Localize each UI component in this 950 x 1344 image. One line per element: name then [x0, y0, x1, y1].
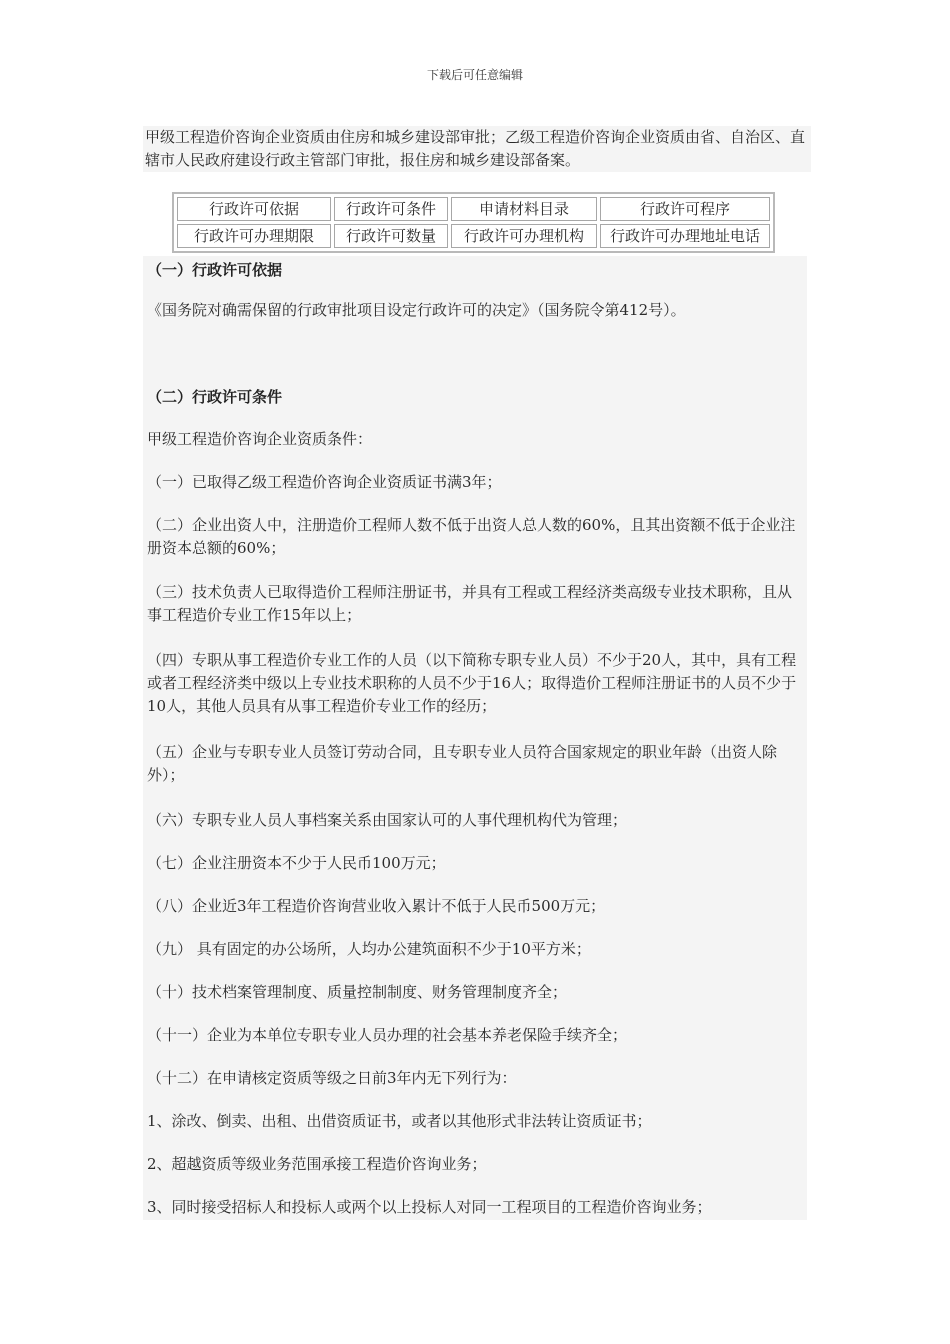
condition-item: （十二）在申请核定资质等级之日前3年内无下列行为： — [147, 1069, 517, 1087]
condition-item: 1、涂改、倒卖、出租、出借资质证书，或者以其他形式非法转让资质证书； — [147, 1112, 652, 1130]
conditions-lead: 甲级工程造价咨询企业资质条件： — [147, 430, 373, 448]
condition-item: （十一）企业为本单位专职专业人员办理的社会基本养老保险手续齐全； — [147, 1026, 628, 1044]
nav-link-quantity[interactable]: 行政许可数量 — [334, 224, 448, 248]
page-header: 下载后可任意编辑 — [426, 68, 523, 82]
nav-row — [177, 224, 770, 248]
nav-link-materials[interactable]: 申请材料目录 — [451, 197, 597, 221]
condition-item: 2、超越资质等级业务范围承接工程造价咨询业务； — [147, 1155, 487, 1173]
nav-row — [177, 197, 770, 221]
nav-link-address[interactable]: 行政许可办理地址电话 — [600, 224, 770, 248]
condition-item: （六）专职专业人员人事档案关系由国家认可的人事代理机构代为管理； — [147, 811, 628, 829]
condition-item: （二）企业出资人中，注册造价工程师人数不低于出资人总人数的60%，且其出资额不低于企业注册资本总额的60%； — [147, 516, 796, 557]
condition-item: （五）企业与专职专业人员签订劳动合同，且专职专业人员符合国家规定的职业年龄（出资人除外）； — [147, 743, 778, 784]
condition-item: （九） 具有固定的办公场所，人均办公建筑面积不少于10平方米； — [147, 940, 591, 958]
condition-item: （四）专职从事工程造价专业工作的人员（以下简称专职专业人员）不少于20人，其中，具有工程或者工程经济类中级以上专业技术职称的人员不少于16人；取得造价工程师注册证书的人员不少于10人，其他人员具有从事工程造价专业工作的经历； — [147, 651, 797, 715]
section-nav-table — [172, 192, 775, 253]
condition-item: （七）企业注册资本不少于人民币100万元； — [147, 854, 446, 872]
condition-item: 3、同时接受招标人和投标人或两个以上投标人对同一工程项目的工程造价咨询业务； — [147, 1198, 712, 1216]
nav-link-agency[interactable]: 行政许可办理机构 — [451, 224, 597, 248]
nav-link-procedure[interactable]: 行政许可程序 — [600, 197, 770, 221]
condition-item: （十）技术档案管理制度、质量控制制度、财务管理制度齐全； — [147, 983, 568, 1001]
nav-link-period[interactable]: 行政许可办理期限 — [177, 224, 331, 248]
intro-paragraph: 甲级工程造价咨询企业资质由住房和城乡建设部审批；乙级工程造价咨询企业资质由省、自治区、直辖市人民政府建设行政主管部门审批，报住房和城乡建设部备案。 — [143, 126, 811, 172]
condition-item: （一）已取得乙级工程造价咨询企业资质证书满3年； — [147, 473, 502, 491]
nav-link-conditions[interactable]: 行政许可条件 — [334, 197, 448, 221]
condition-item: （八）企业近3年工程造价咨询营业收入累计不低于人民币500万元； — [147, 897, 606, 915]
section-title-basis: （一）行政许可依据 — [147, 261, 283, 279]
condition-item: （三）技术负责人已取得造价工程师注册证书，并具有工程或工程经济类高级专业技术职称，且从事工程造价专业工作15年以上； — [147, 583, 793, 624]
content-area — [143, 256, 807, 1220]
section-title-conditions: （二）行政许可条件 — [147, 388, 283, 406]
basis-paragraph: 《国务院对确需保留的行政审批项目设定行政许可的决定》（国务院令第412号）。 — [147, 301, 686, 319]
nav-link-basis[interactable]: 行政许可依据 — [177, 197, 331, 221]
